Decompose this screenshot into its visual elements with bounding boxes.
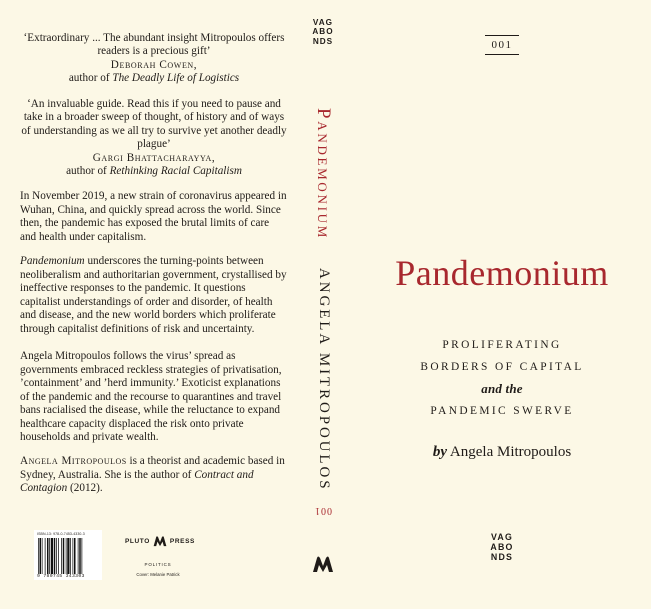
- barcode-bar: [78, 538, 79, 574]
- book-title-italic: Pandemonium: [20, 255, 85, 267]
- barcode-bar: [67, 538, 69, 574]
- blurb-paragraph: In November 2019, a new strain of coronavirus appeared in Wuhan, China, and quickly spread across the world. Since then, the pandemic has exposed the brutal limits of care and health under capitalism.: [20, 190, 287, 243]
- barcode-bar: [45, 538, 46, 574]
- category-label: POLITICS: [144, 562, 172, 567]
- divider: [485, 35, 519, 36]
- divider: [485, 54, 519, 55]
- subtitle-line: BORDERS OF CAPITAL: [420, 361, 584, 373]
- barcode-bar: [49, 538, 50, 574]
- logo-line: VAG: [490, 532, 513, 542]
- vagabonds-logo: [298, 18, 348, 46]
- quote-text: ‘Extraordinary ... The abundant insight Mitropoulos offers readers is a precious gift’: [23, 32, 285, 58]
- bio-work-title: Contract and Contagion: [20, 468, 254, 494]
- pluto-press-icon: [312, 555, 334, 573]
- barcode-bar: [70, 538, 71, 574]
- blurb-paragraph: [20, 255, 288, 336]
- book-subtitle: [353, 334, 651, 422]
- logo-line: ABO: [312, 27, 334, 37]
- barcode-bar: [74, 538, 76, 574]
- spine: [298, 0, 348, 609]
- cover-credit: Cover: Melanie Patrick: [136, 572, 180, 577]
- barcode-bar: [61, 538, 62, 574]
- barcode-bar: [51, 538, 53, 574]
- subtitle-line: and the: [481, 381, 523, 396]
- publisher-name-right: PRESS: [169, 537, 195, 545]
- barcode-bar: [73, 538, 74, 574]
- pluto-press-icon: [153, 535, 167, 547]
- barcode-bar: [38, 538, 39, 574]
- author-name: Angela Mitropoulos: [447, 444, 572, 460]
- back-cover: [0, 0, 292, 609]
- blurb-paragraph: Angela Mitropoulos follows the virus’ spread as governments embraced reckless strategies of privatisation, ’containment’ and ’herd immunity.’ Exoticist explanations of the pandemic and the recourse to quarantines and travel bans racialised the disease, while the reluctance to expand healthcare capacity displaced the risk onto private households and private wealth.: [20, 350, 282, 443]
- bio-author-name: Angela Mitropoulos: [20, 455, 127, 467]
- barcode-bar: [58, 538, 59, 574]
- publisher-name-left: PLUTO: [125, 537, 150, 545]
- barcode-icon: [37, 538, 99, 574]
- series-number-text: 001: [491, 39, 513, 51]
- spine-series-number: 001: [314, 505, 332, 516]
- book-title: Pandemonium: [395, 253, 609, 293]
- logo-line: NDS: [490, 552, 514, 562]
- front-cover: [353, 0, 651, 609]
- subtitle-line: PANDEMIC SWERVE: [430, 405, 574, 417]
- barcode-bar: [56, 538, 57, 574]
- quote-work-title: The Deadly Life of Logistics: [112, 72, 240, 85]
- quote-author: Gargi Bhattacharayya,: [92, 151, 216, 164]
- isbn-barcode: [34, 530, 102, 580]
- bio-text: is a theorist and academic based in Sydney, Australia. She is the author of: [20, 455, 285, 481]
- vagabonds-logo: [474, 532, 530, 562]
- spine-title: Pandemonium: [313, 108, 334, 240]
- role-prefix: author of: [66, 165, 110, 178]
- endorsement-quote: [20, 98, 288, 178]
- book-author: [353, 444, 651, 461]
- blurb-text: underscores the turning-points between neoliberalism and authoritarian government, crystallised by ineffective responses to the pandemic. It questions capitalist understandings of order and disorder, of health and disease, and the new world borders which proliferate through capitalist definitions of risk and uncertainty.: [20, 255, 287, 335]
- barcode-bar: [79, 538, 81, 574]
- publisher-logo: [125, 535, 195, 547]
- quote-work-title: Rethinking Racial Capitalism: [109, 165, 242, 178]
- barcode-bar: [42, 538, 43, 574]
- barcode-bar: [47, 538, 49, 574]
- barcode-bar: [82, 538, 83, 574]
- role-prefix: author of: [68, 72, 113, 85]
- author-bio: [20, 455, 288, 496]
- barcode-bar: [66, 538, 67, 574]
- barcode-bar: [54, 538, 56, 574]
- quote-author: Deborah Cowen,: [110, 58, 198, 71]
- series-number: [353, 35, 651, 55]
- by-label: by: [432, 444, 447, 460]
- spine-author: ANGELA MITROPOULOS: [316, 268, 332, 492]
- subtitle-line: PROLIFERATING: [442, 339, 562, 351]
- quote-author-role: [20, 72, 288, 85]
- barcode-bar: [40, 538, 42, 574]
- barcode-number: 9 780745 343303: [37, 574, 85, 579]
- bio-year: (2012).: [67, 482, 103, 494]
- logo-line: ABO: [490, 542, 514, 552]
- quote-text: ‘An invaluable guide. Read this if you need to pause and take in a broader sweep of thought, of history and of ways of understanding as we all try to survive yet another deadly plague’: [21, 98, 287, 151]
- quote-author-role: [20, 165, 288, 178]
- endorsement-quote: [20, 32, 288, 86]
- logo-line: NDS: [312, 36, 334, 46]
- barcode-bar: [63, 538, 65, 574]
- logo-line: VAG: [312, 18, 334, 27]
- isbn-label: ISBN-13: 978-0-7453-4330-3: [37, 532, 85, 536]
